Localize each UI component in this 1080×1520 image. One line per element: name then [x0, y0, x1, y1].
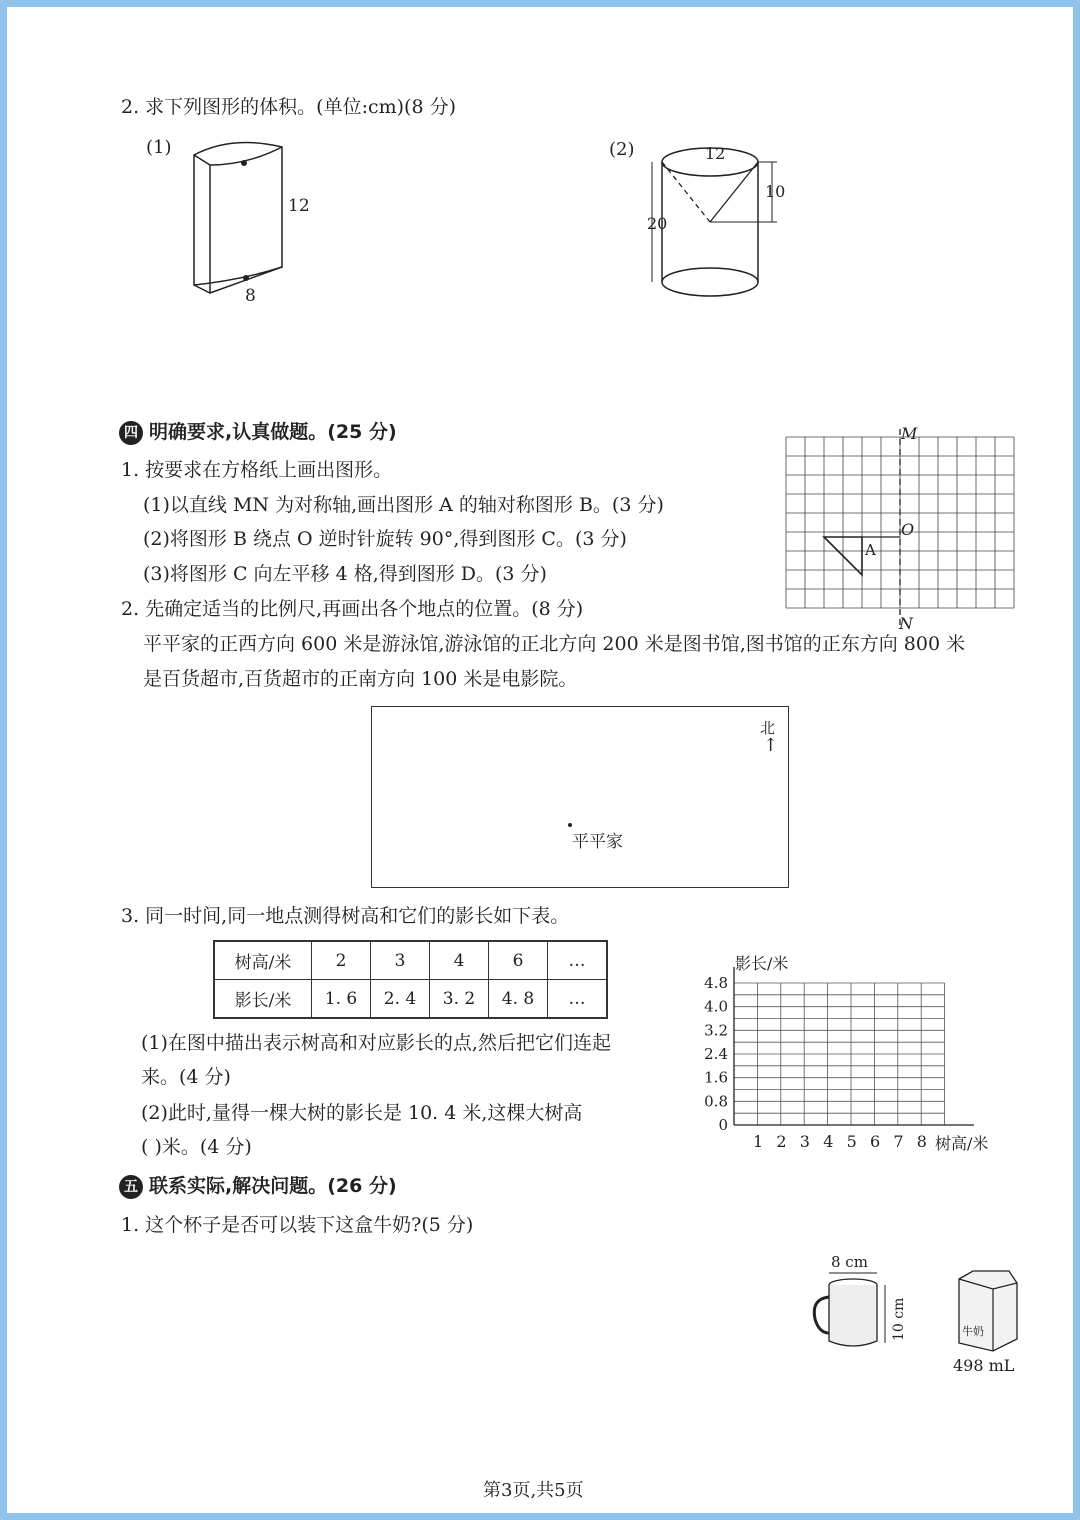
table-cell: 2 [312, 941, 371, 980]
carton-label: 牛奶 [962, 1325, 984, 1338]
table-row [214, 980, 607, 1019]
section4-heading [119, 419, 397, 445]
s4-q1-item3: (3)将图形 C 向左平移 4 格,得到图形 D。(3 分) [143, 563, 547, 585]
chart-grid [734, 967, 974, 1125]
label-a: A [865, 541, 876, 559]
s4-q3-sub1-line1: (1)在图中描出表示树高和对应影长的点,然后把它们连起 [141, 1032, 611, 1054]
fig1-height: 12 [288, 196, 310, 216]
x-tick-label: 5 [846, 1132, 857, 1151]
table-cell: 4. 8 [489, 980, 548, 1019]
q2-title: 2. 求下列图形的体积。(单位:cm)(8 分) [121, 96, 457, 118]
label-o: O [901, 520, 915, 539]
x-tick-label: 6 [870, 1132, 881, 1151]
s5-q1-title: 1. 这个杯子是否可以装下这盒牛奶?(5 分) [121, 1214, 474, 1236]
milk-carton [959, 1271, 1017, 1351]
label-n: N [899, 614, 913, 632]
home-label: 平平家 [572, 832, 623, 852]
s4-q1-item1: (1)以直线 MN 为对称轴,画出图形 A 的轴对称图形 B。(3 分) [143, 494, 664, 516]
figure-half-cylinder [132, 125, 332, 310]
y-tick-label: 2.4 [704, 1045, 728, 1063]
s4-q2-title: 2. 先确定适当的比例尺,再画出各个地点的位置。(8 分) [121, 598, 584, 620]
table-cell: 3 [371, 941, 430, 980]
map-box [371, 706, 789, 888]
x-tick-label: 8 [916, 1132, 927, 1151]
north-arrow-icon: ↑ [763, 735, 779, 756]
section5-number: 五 [119, 1175, 143, 1199]
section4-number: 四 [119, 421, 143, 445]
cup-body [829, 1285, 877, 1346]
bottom-center-dot [243, 275, 249, 281]
cylinder-bottom [662, 268, 758, 296]
x-tick-label: 3 [799, 1132, 810, 1151]
s4-q3-sub2-line1: (2)此时,量得一棵大树的影长是 10. 4 米,这棵大树高 [141, 1102, 583, 1124]
x-tick-label: 2 [776, 1132, 787, 1151]
label-m: M [901, 424, 918, 443]
y-tick-label: 0 [718, 1116, 728, 1134]
section5-heading [119, 1173, 397, 1199]
s4-q1-title: 1. 按要求在方格纸上画出图形。 [121, 459, 393, 481]
cup-diameter: 8 cm [831, 1253, 868, 1271]
s4-q3-title: 3. 同一时间,同一地点测得树高和它们的影长如下表。 [121, 905, 570, 927]
fig2-top: 12 [705, 144, 726, 163]
table-cell: 3. 2 [430, 980, 489, 1019]
top-center-dot [241, 160, 247, 166]
cup-and-milk-figure [807, 1249, 1027, 1379]
y-tick-label: 3.2 [704, 1021, 728, 1040]
fig2-height: 20 [647, 214, 668, 233]
table-cell: 1. 6 [312, 980, 371, 1019]
table-cell: 树高/米 [214, 941, 312, 980]
tree-shadow-table [213, 940, 608, 1019]
x-tick-label: 4 [823, 1132, 834, 1151]
north-label: 北 [760, 719, 776, 737]
y-tick-label: 0.8 [704, 1092, 728, 1111]
table-cell: 影长/米 [214, 980, 312, 1019]
chart-xlabel: 树高/米 [935, 1134, 989, 1153]
table-row [214, 941, 607, 980]
cup-height: 10 cm [891, 1297, 907, 1341]
cone-edge-left [662, 162, 710, 222]
y-tick-label: 1.6 [704, 1068, 728, 1087]
table-cell: 2. 4 [371, 980, 430, 1019]
s4-q2-line1: 平平家的正西方向 600 米是游泳馆,游泳馆的正北方向 200 米是图书馆,图书馆的正东方向 800 米 [143, 633, 966, 655]
y-tick-label: 4.8 [704, 974, 728, 992]
table-cell: 4 [430, 941, 489, 980]
s4-q3-sub2-line2: ( )米。(4 分) [141, 1136, 252, 1158]
table-cell: 6 [489, 941, 548, 980]
chart-ylabel: 影长/米 [735, 954, 789, 973]
table-cell: … [548, 941, 608, 980]
carton-volume: 498 mL [953, 1356, 1015, 1375]
cone-edge-right [710, 162, 758, 222]
cup-handle [814, 1297, 829, 1333]
s4-q2-line2: 是百货超市,百货超市的正南方向 100 米是电影院。 [143, 668, 578, 690]
figure-cylinder-with-cone [607, 129, 807, 314]
y-tick-label: 4.0 [704, 997, 728, 1016]
table-cell: … [548, 980, 608, 1019]
fig1-label: (1) [146, 137, 172, 158]
symmetry-grid [777, 417, 1027, 632]
fig2-depth: 10 [765, 182, 786, 201]
shadow-chart [687, 949, 1017, 1154]
x-tick-label: 7 [893, 1132, 904, 1151]
fig2-label: (2) [609, 139, 635, 160]
x-tick-label: 1 [753, 1132, 764, 1151]
s4-q3-sub1-line2: 来。(4 分) [141, 1066, 231, 1088]
worksheet-page [7, 7, 1073, 1513]
section4-title: 明确要求,认真做题。(25 分) [149, 421, 397, 443]
fig1-bottom: 8 [245, 286, 256, 306]
page-footer: 第3页,共5页 [483, 1480, 584, 1501]
s4-q1-item2: (2)将图形 B 绕点 O 逆时针旋转 90°,得到图形 C。(3 分) [143, 528, 627, 550]
section5-title: 联系实际,解决问题。(26 分) [149, 1175, 397, 1197]
